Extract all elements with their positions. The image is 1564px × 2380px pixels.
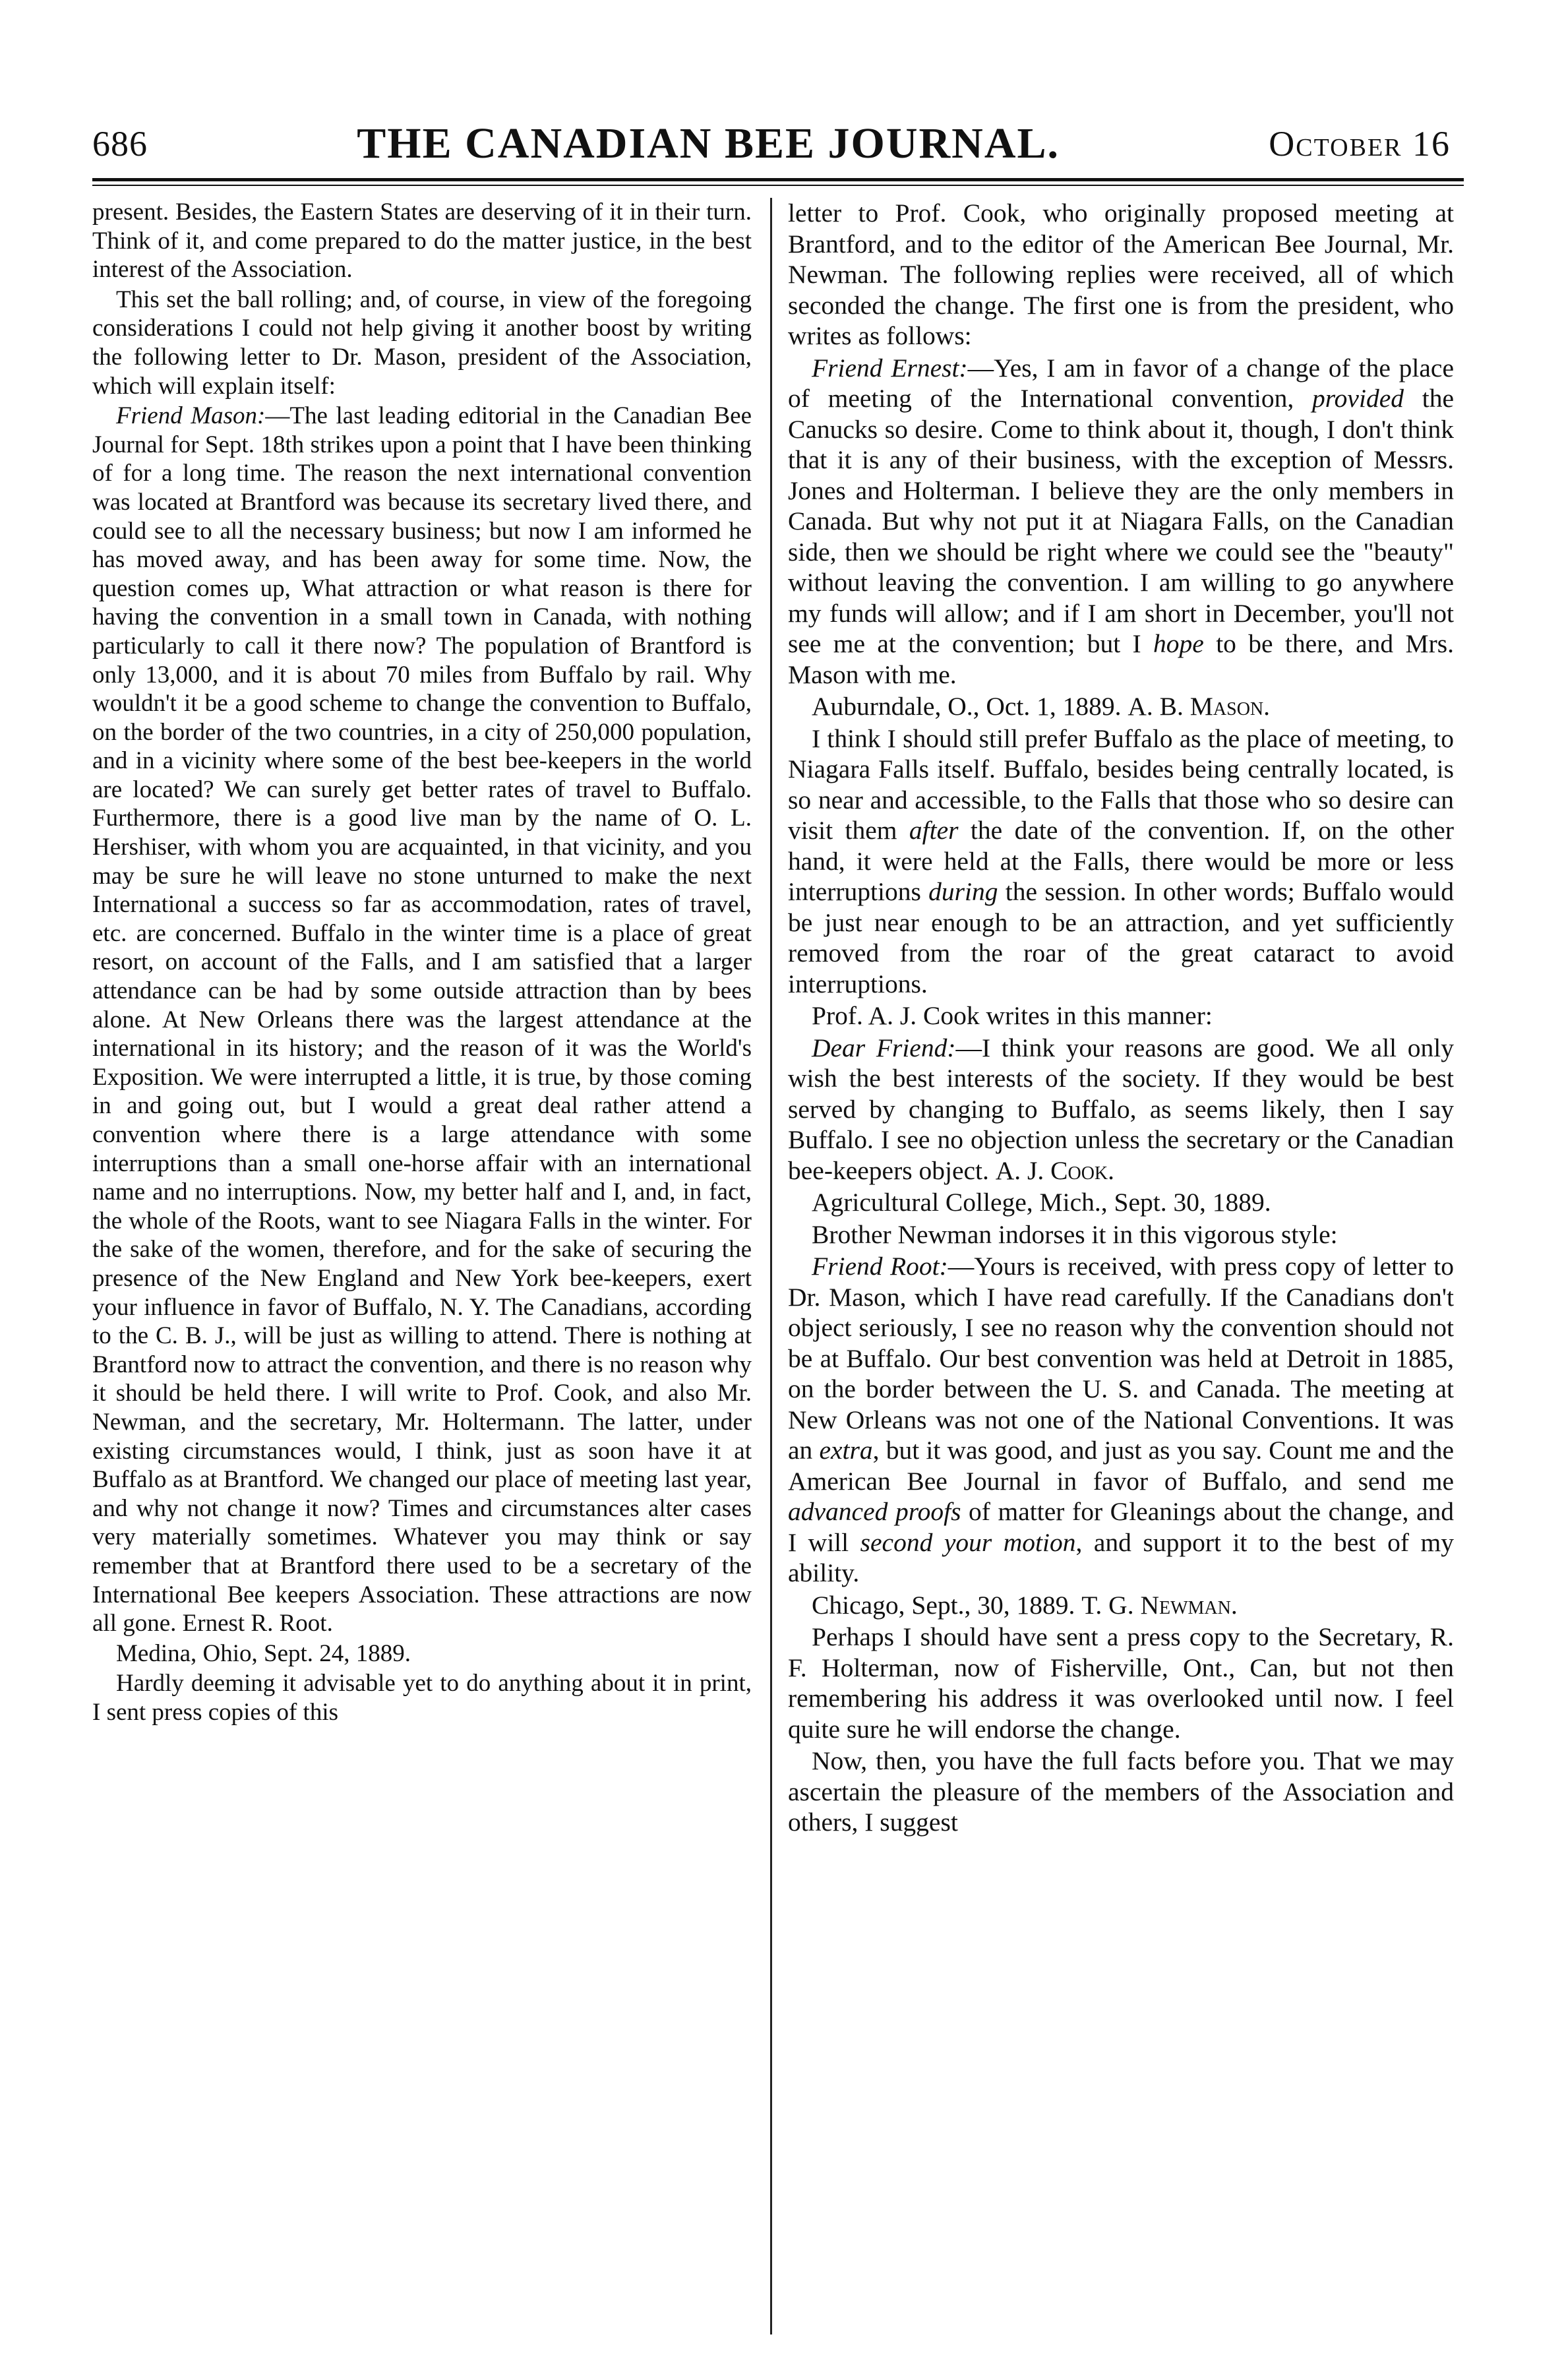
header-rule [92, 178, 1464, 181]
letter-paragraph [788, 1251, 1454, 1589]
letter-signature: T. G. Newman. [1081, 1590, 1238, 1620]
emphasis: during [928, 877, 998, 906]
letter-salutation: Friend Root: [812, 1252, 948, 1281]
letter-body: —Yours is received, with press copy of letter to Dr. Mason, which I have read carefully. If the Canadians don't object seriously, I see no reason why the convention should not be at Buffalo. Our best convention was held at Detroit in 1885, on the border between the U. S. and Canada. The meeting at New Orleans was not one of the National Conventions. It was an [788, 1252, 1454, 1465]
letter-place-date [788, 1590, 1454, 1621]
emphasis: advanced proofs [788, 1497, 961, 1526]
letter-place-date: Medina, Ohio, Sept. 24, 1889. [116, 1639, 411, 1667]
letter-signature: A. J. Cook. [995, 1155, 1115, 1185]
emphasis: after [909, 816, 959, 845]
letter-body: the Canucks so desire. Come to think about it, though, I don't think that it is any of their business, with the exception of Messrs. Jones and Holterman. I believe they are the only members in Canada. But why not put it at Niagara Falls, on the Canadian side, then we should be right where we could see the "beauty" without leaving the convention. I am willing to go anywhere my funds will allow; and if I am short in December, you'll not see me at the convention; but I [788, 384, 1454, 658]
paragraph: Prof. A. J. Cook writes in this manner: [812, 1001, 1213, 1030]
right-column [788, 198, 1454, 2348]
text-run: I think I should still prefer Buffalo as the place of meeting, to Niagara Falls itself. Buffalo, besides being centrally located, is so near and accessible, to the Falls that those who so desire can visit them [788, 723, 1454, 845]
letter-body: , but it was good, and just as you say. Count me and the American Bee Journal in favor of Buffalo, and send me [788, 1436, 1454, 1496]
text-run: the date of the convention. If, on the other hand, it were held at the Falls, there would be more or less interruptions [788, 816, 1454, 906]
letter-body: —Yes, I am in favor of a change of the place of meeting of the International convention, [788, 353, 1454, 413]
issue-date: October 16 [1269, 124, 1451, 164]
letter-paragraph [788, 353, 1454, 690]
letter-paragraph [92, 402, 752, 1638]
emphasis: provided [1312, 384, 1404, 413]
paragraph: This set the ball rolling; and, of course, in view of the foregoing considerations I could not help giving it another boost by writing the following letter to Dr. Mason, president of the Association, which will explain itself: [92, 286, 752, 400]
place-date: Auburndale, O., Oct. 1, 1889. [812, 692, 1122, 721]
letter-signature: Ernest R. Root. [182, 1610, 333, 1637]
paragraph: Hardly deeming it advisable yet to do anything about it in print, I sent press copies of this [92, 1670, 752, 1726]
letter-salutation: Dear Friend: [812, 1033, 956, 1062]
emphasis: second your motion [860, 1527, 1076, 1557]
paragraph: letter to Prof. Cook, who originally proposed meeting at Brantford, and to the editor of the American Bee Journal, Mr. Newman. The following replies were received, all of which seconded the change. The first one is from the president, who writes as follows: [788, 198, 1454, 350]
paragraph: Perhaps I should have sent a press copy to the Secretary, R. F. Holterman, now of Fisherville, Ont., Can, but not then remembering his address it was overlooked until now. I feel quite sure he will endorse the change. [788, 1622, 1454, 1744]
paragraph: Now, then, you have the full facts before you. That we may ascertain the pleasure of the members of the Association and others, I suggest [788, 1746, 1454, 1837]
letter-paragraph [788, 1033, 1454, 1186]
letter-body: of matter for Gleanings about the change, and I will [788, 1497, 1454, 1557]
letter-body: , and support it to the best of my ability. [788, 1527, 1454, 1587]
text-run: the session. In other words; Buffalo would be just near enough to be an attraction, and yet sufficiently removed from the roar of the great cataract to avoid interruptions. [788, 877, 1454, 998]
paragraph: Brother Newman indorses it in this vigorous style: [812, 1219, 1338, 1249]
letter-body: —The last leading editorial in the Canadian Bee Journal for Sept. 18th strikes upon a point that I have been thinking of for a long time. The reason the next international convention was located at Brantford was because its secretary lived there, and could see to all the necessary business; but now I am informed he has moved away, and has been away for some time. Now, the question comes up, What attraction or what reason is there for having the convention in a small town in Canada, with nothing particularly to call it there now? The population of Brantford is only 13,000, and it is about 70 miles from Buffalo by rail. Why wouldn't it be a good scheme to change the convention to Buffalo, on the border of the two countries, in a city of 250,000 population, and in a vicinity where some of the best bee-keepers in the world are located? We can surely get better rates of travel to Buffalo. Furthermore, there is a good live man by the name of O. L. Hershiser, with whom you are acquainted, in that vicinity, and you may be sure he will leave no stone unturned to make the next International a success so far as accommodation, rates of travel, etc. are concerned. Buffalo in the winter time is a place of great resort, on account of the Falls, and I am satisfied that a larger attendance can be had by some outside attraction than by bees alone. At New Orleans there was the largest attendance at the international in its history; and the reason of it was the World's Exposition. We were interrupted a little, it is true, by those coming in and going out, but I would a great deal rather attend a convention where there is a large attendance with some interruptions than a small one-horse affair with an international name and no interruptions. Now, my better half and I, and, in fact, the whole of the Roots, want to see Niagara Falls in the winter. For the sake of the women, therefore, and for the sake of securing the presence of the New England and New York bee-keepers, exert your influence in favor of Buffalo, N. Y. The Canadians, according to the C. B. J., will be just as willing to attend. There is nothing at Brantford now to attract the convention, and there is no reason why it should be held there. I will write to Prof. Cook, and also Mr. Newman, and the secretary, Mr. Holtermann. The latter, under existing circumstances would, I think, just as soon have it at Buffalo as at Brantford. We changed our place of meeting last year, and why not change it now? Times and circumstances alter cases very materially sometimes. Whatever you may think or say remember that at Brantford there used to be a secretary of the International Bee keepers Association. These attractions are now all gone. [92, 402, 752, 1637]
paragraph [788, 723, 1454, 1000]
page-number: 686 [92, 124, 148, 164]
letter-place-date: Agricultural College, Mich., Sept. 30, 1889. [812, 1188, 1271, 1217]
letter-signature: A. B. Mason. [1128, 692, 1271, 721]
paragraph: present. Besides, the Eastern States are deserving of it in their turn. Think of it, and come prepared to do the matter justice, in the best interest of the Association. [92, 198, 752, 284]
journal-title: THE CANADIAN BEE JOURNAL. [357, 119, 1060, 168]
page-header [92, 111, 1451, 177]
place-date: Chicago, Sept., 30, 1889. [812, 1590, 1075, 1620]
column-divider [770, 198, 772, 2334]
emphasis: extra [819, 1436, 873, 1465]
letter-salutation: Friend Mason: [116, 402, 266, 430]
letter-body: —I think your reasons are good. We all only wish the best interests of the society. If they would be best served by changing to Buffalo, as seems likely, then I say Buffalo. I see no objection unless the secretary or the Canadian bee-keepers object. [788, 1033, 1454, 1185]
letter-salutation: Friend Ernest: [812, 353, 968, 382]
header-rule-thin [92, 185, 1464, 186]
letter-body: to be there, and Mrs. Mason with me. [788, 629, 1454, 689]
left-column [92, 198, 752, 2348]
emphasis: hope [1153, 629, 1204, 658]
letter-place-date [788, 691, 1454, 722]
